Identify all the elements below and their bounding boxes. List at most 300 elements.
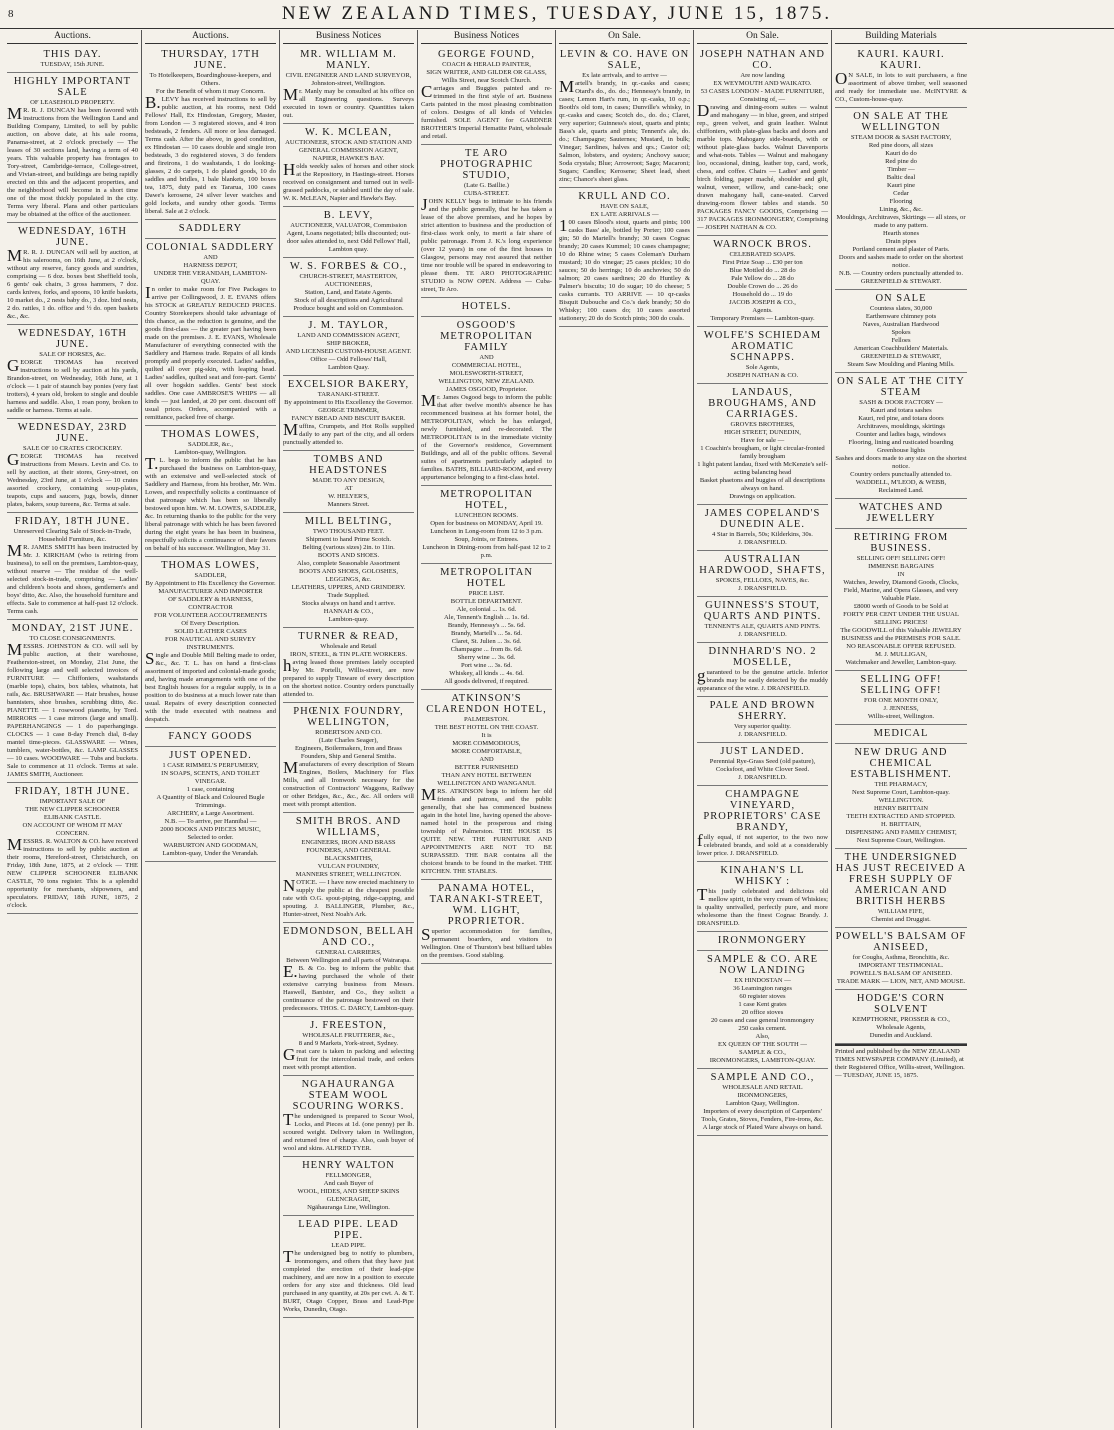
ad-title: EXCELSIOR BAKERY, xyxy=(287,379,410,390)
ad-line: Drain pipes xyxy=(885,238,917,245)
advertisement xyxy=(835,990,967,1044)
column-1 xyxy=(4,30,142,1428)
ad-line: WADDELL, M'LEOD, & WEBB, xyxy=(855,479,947,486)
advertisement xyxy=(697,46,828,236)
advertisement xyxy=(7,46,138,73)
ad-line: Station, Land, and Estate Agents. xyxy=(304,289,393,296)
advertisement xyxy=(697,505,828,551)
ad-line: LEAD PIPE. xyxy=(331,1242,366,1249)
advertisement xyxy=(145,239,276,426)
ad-line: Drawings on application. xyxy=(729,493,796,500)
ad-title: SMITH BROS. AND WILLIAMS, xyxy=(295,816,402,838)
ad-line: Household do ... 19 do xyxy=(732,291,793,298)
ad-line: Brandy, Martell's ... 5s. 6d. xyxy=(450,630,523,637)
ad-line: THE PHARMACY, xyxy=(874,781,928,788)
ad-line: All goods delivered, if required. xyxy=(444,678,529,685)
advertisement xyxy=(145,426,276,557)
ad-body: Drawing and dining-room suites — walnut and mahogany — in blue, green, and striped rep., green velvet, and grain leather. Walnut chiffoniers, with plate-glass backs and doors and marble tops. Mahogany side-boards, with or without plate-glass backs. Walnut Davenports and what-nots. Tables — Walnut and mahogany loo, occasional, dining, leather top, card, work, chess, and coffee. Chairs — Ladies' and gents' birch folding, paper maché, shoulder and gilt, walnut, veneer, willow, and cane-back; one drawn mahogany hall, cane-seated. Carved drawing-room flower tables and stands. 50 PACKAGES FANCY GOODS, Comprising — 317 PACKAGES IRONMONGERY, Comprising — JOSEPH NATHAN & CO. xyxy=(697,101,828,231)
ad-line: Brandy, Hennessy's ... 5s. 6d. xyxy=(447,622,526,629)
newspaper-title: NEW ZEALAND TIMES, TUESDAY, JUNE 15, 1875. xyxy=(281,3,833,24)
ad-line: M. J. MULLIGAN, xyxy=(875,651,927,658)
ad-title: OSGOOD'S METROPOLITAN FAMILY xyxy=(440,320,533,353)
ad-line: THE BEST HOTEL ON THE COAST. xyxy=(434,724,539,731)
ad-line: Basket phaetons and buggies of all descriptions always on hand. xyxy=(699,477,826,492)
advertisement xyxy=(7,73,138,223)
advertisement xyxy=(283,813,414,923)
advertisement xyxy=(421,690,552,880)
ad-title: NGAHAURANGA STEAM WOOL SCOURING WORKS. xyxy=(292,1079,405,1112)
ad-line: for Coughs, Asthma, Bronchitis, &c. xyxy=(852,954,950,961)
ad-line: By Appointment to His Excellency the Governor. xyxy=(145,580,276,587)
ad-line: By appointment to His Excellency the Governor. xyxy=(284,399,413,406)
ad-line: IRON, STEEL, & TIN PLATE WORKERS. xyxy=(290,651,407,658)
ad-line: DISPENSING AND FAMILY CHEMIST, xyxy=(845,829,957,836)
ad-line: Naves, Australian Hardwood xyxy=(862,321,940,328)
ad-line: TEETH EXTRACTED AND STOPPED. xyxy=(846,813,956,820)
ad-line: HANNAH & CO., xyxy=(323,608,374,615)
advertisement xyxy=(835,499,967,529)
ad-line: 8 and 9 Markets, York-street, Sydney. xyxy=(298,1040,399,1047)
ad-line: A large stock of Plated Ware always on hand. xyxy=(702,1124,823,1131)
ad-line: Sole Agents, xyxy=(745,364,780,371)
ad-line: Office — Odd Fellows' Hall, xyxy=(310,356,387,363)
ad-line: HIGH STREET, DUNEDIN, xyxy=(724,429,801,436)
ad-line: 1 case, containing xyxy=(186,786,235,793)
ad-line: Also, xyxy=(755,1033,770,1040)
ad-title: W. K. MCLEAN, xyxy=(305,127,392,138)
ad-title: PALE AND BROWN SHERRY. xyxy=(709,700,816,722)
ad-line: BOOTS AND SHOES, GOLOSHES, LEGGINGS, &c. xyxy=(298,568,399,583)
ad-line: TWO THOUSAND FEET. xyxy=(312,528,385,535)
ad-line: FORTY PER CENT UNDER THE USUAL SELLING PRICES! xyxy=(843,611,959,626)
ad-line: BOTTLE DEPARTMENT. xyxy=(450,598,523,605)
ad-line: Very superior quality. xyxy=(734,723,791,730)
ad-title: ON SALE AT THE CITY STEAM xyxy=(837,376,965,398)
ad-line: ELIBANK CASTLE. xyxy=(43,814,102,821)
ad-line: Consisting of, — xyxy=(739,96,786,103)
ad-line: Greenhouse lights xyxy=(877,447,925,454)
ad-title: LANDAUS, BROUGHAMS, AND CARRIAGES. xyxy=(708,387,817,420)
ad-title: LEAD PIPE. LEAD PIPE. xyxy=(298,1219,399,1241)
ad-title: CHAMPAGNE VINEYARD, PROPRIETORS' CASE BRANDY, xyxy=(703,789,822,833)
ad-body: GEORGE THOMAS has received instructions from Messrs. Levin and Co. to sell by auction, at their stores, Grey-street, on Wednesday, 23rd June, at 1 o'clock — 10 crates assorted crockery, containing soup-plates, teapots, cups and saucers, jugs, bowls, dinner plates, bakers, soup tureens, &c. Terms at sale. xyxy=(7,450,138,508)
ad-line: N.B. — Country orders punctually attended to. xyxy=(839,270,963,277)
advertisement xyxy=(145,557,276,728)
advertisement xyxy=(835,928,967,990)
advertisement xyxy=(697,743,828,786)
ad-title: MR. WILLIAM M. MANLY. xyxy=(300,49,397,71)
ad-line: SHIP BROKER, xyxy=(326,340,371,347)
ad-title: THE UNDERSIGNED HAS JUST RECEIVED A FRESH SUPPLY OF AMERICAN AND BRITISH HERBS xyxy=(835,852,967,907)
ad-line: SPOKES, FELLOES, NAVES, &c. xyxy=(715,577,810,584)
advertisement xyxy=(835,373,967,499)
ad-title: DINNHARD'S NO. 2 MOSELLE, xyxy=(708,646,817,668)
ad-line: BOOTS AND SHOES. xyxy=(317,552,380,559)
ad-line: TENNENT'S ALE, QUARTS AND PINTS. xyxy=(704,623,821,630)
ad-line: SAMPLE & CO., xyxy=(739,1049,786,1056)
ad-line: JACOB JOSEPH & CO., xyxy=(729,299,796,306)
ad-line: It is xyxy=(481,732,492,739)
ad-line: HAVE ON SALE, xyxy=(600,203,649,210)
advertisement xyxy=(697,236,828,327)
ad-body: Martell's brandy, in qr.-casks and cases; Otard's do., do. do.; Hennessy's brandy, in cases; Lemon Hart's rum, in qr.-casks, 10 o.p.; Booth's old tom, in cases; Dunville's whisky, in qr.-casks and cases; Scotch do., do. do.; Claret, very superior; Guinness's stout, quarts and pints; Bass's ale, quarts and pints; Tennent's ale, do. do.; Champagne; Sauternes; Mustard, in bulk; Vinegar; Sardines, halves and qrs.; Castor oil; Salmon, lobsters, and oysters; Anchovy sauce; Soda crystals; Blue; Arrowroot; Sago; Macaroni; Sugars; Candles; Kerosene; Sheet lead, sheet zinc; Chance's sheet glass. xyxy=(559,77,690,183)
ad-title: WARNOCK BROS. xyxy=(713,239,812,250)
section-heading: On Sale. xyxy=(559,30,690,44)
advertisement xyxy=(421,564,552,690)
ad-line: AND xyxy=(479,354,494,361)
ad-line: Watchmaker and Jeweller, Lambton-quay. xyxy=(845,659,957,666)
ad-line: IN xyxy=(897,571,905,578)
ad-line: LUNCHEON ROOMS. xyxy=(454,512,518,519)
ad-line: Next Supreme Court, Lambton-quay. xyxy=(852,789,950,796)
ad-line: Kauri pine xyxy=(886,182,915,189)
ad-title: PHŒNIX FOUNDRY, WELLINGTON, xyxy=(293,706,404,728)
ad-line: Countess slates, 30,000 xyxy=(870,305,932,312)
ad-title: SADDLERY xyxy=(178,223,243,234)
ad-title: ON SALE xyxy=(875,293,927,304)
ad-line: Agents. xyxy=(752,307,773,314)
ad-line: WOOL, HIDES, AND SHEEP SKINS xyxy=(297,1188,400,1195)
ad-line: Stocks always on hand and t arrive. xyxy=(301,600,396,607)
ad-line: WELLINGTON, NEW ZEALAND. xyxy=(438,378,535,385)
ad-title: HOTELS. xyxy=(461,301,512,312)
ad-line: NO REASONABLE OFFER REFUSED. xyxy=(846,643,956,650)
advertisement xyxy=(421,486,552,564)
ad-line: CELEBRATED SOAPS. xyxy=(729,251,796,258)
advertisement xyxy=(7,325,138,419)
advertisement xyxy=(283,317,414,376)
ad-line: Red pine doors, all sizes xyxy=(868,142,934,149)
ad-line: AT xyxy=(344,485,353,492)
ad-line: WHOLESALE AND RETAIL xyxy=(722,1084,803,1091)
ad-line: Timber — xyxy=(887,166,915,173)
ad-title: HIGHLY IMPORTANT SALE xyxy=(13,76,132,98)
ad-body: Manufacturers of every description of Steam Engines, Boilers, Machinery for Flax Mills, and all Ironwork necessary for the construction of Contractors' Waggons, Railway or other Bridges, &c., &c., &c. All orders will meet with prompt attention. xyxy=(283,758,414,808)
ad-line: For the Benefit of whom it may Concern. xyxy=(155,88,266,95)
ad-line: Lining, &c., &c. xyxy=(879,206,923,213)
ad-line: Ex late arrivals, and to arrive — xyxy=(582,72,667,79)
ad-title: LEVIN & CO. HAVE ON SALE, xyxy=(559,49,690,71)
ad-title: WATCHES AND JEWELLERY xyxy=(858,502,944,524)
advertisement xyxy=(835,849,967,928)
ad-line: OF LEASEHOLD PROPERTY. xyxy=(30,99,115,106)
column-7 xyxy=(832,30,970,1428)
ad-body: Great care is taken in packing and selecting fruit for the intercolonial trade, and orders meet with prompt attention. xyxy=(283,1045,414,1071)
advertisement xyxy=(835,290,967,373)
ad-line: CHURCH-STREET, MASTERTON, xyxy=(299,273,398,280)
ad-title: PANAMA HOTEL, TARANAKI-STREET, WM. LIGHT, PROPRIETOR. xyxy=(429,883,544,927)
ad-line: HARNESS DEPOT, xyxy=(183,262,238,269)
ad-body: E.B. & Co. beg to inform the public that having purchased the whole of their extensive carrying business from Messrs. Haswell, Banister, and Co., they solicit a continuance of the patronage bestowed on their predecessors. THOS. C. DARCY, Lambton-quay. xyxy=(283,962,414,1012)
ad-line: MORE COMFORTABLE, xyxy=(451,748,522,755)
ad-line: FANCY BREAD AND BISCUIT BAKER. xyxy=(291,415,406,422)
ad-line: Dunedin and Auckland. xyxy=(869,1032,933,1039)
ad-line: Wholesale Agents, xyxy=(876,1024,926,1031)
column-4 xyxy=(418,30,556,1428)
ad-line: ARCHERY, a Large Assortment. xyxy=(167,810,254,817)
ad-line: FELLMONGER, xyxy=(325,1172,372,1179)
ad-body: B.LEVY has received instructions to sell by public auction, at his rooms, next Odd Fellows' Hall, Ex Hindostan, Gregory, Master, from London — 3 registered stoves, and 4 iron bedsteads, 2 fenders. All more or less damaged. Terms cash. After the above, in good condition, ex Hindostan — 10 cases double and single iron bedsteads, 3 do registered stoves, 3 do fenders and fireirons, 1 do washstands, 1 do looking-glasses, 2 do carpets, 1 do plated goods, 10 do saddles and bridles, 1 bale blankets, 100 boxes tea, 1875, duty paid ex Tararua, 100 cases Dawe's kerosene, 24 silver lever watches and gold lockets, and sundry other goods. Terms liberal. Sale at 2 o'clock. xyxy=(145,93,276,215)
advertisement xyxy=(697,643,828,697)
advertisement xyxy=(697,932,828,951)
ad-line: Architraves, mouldings, skirtings xyxy=(857,423,945,430)
advertisement xyxy=(697,1069,828,1136)
advertisement xyxy=(835,108,967,290)
ad-title: POWELL'S BALSAM OF ANISEED, xyxy=(835,931,967,953)
advertisement xyxy=(283,1017,414,1076)
ad-line: (Late Charles Seager), xyxy=(318,737,379,744)
page-number: 8 xyxy=(8,8,14,20)
ad-title: GUINNESS'S STOUT, QUARTS AND PINTS. xyxy=(703,600,822,622)
advertisement xyxy=(835,671,967,725)
ad-title: RETIRING FROM BUSINESS. xyxy=(853,532,949,554)
ad-line: MANUFACTURER AND IMPORTER xyxy=(158,588,263,595)
advertisement xyxy=(421,880,552,964)
ad-line: EX HINDOSTAN — xyxy=(734,977,791,984)
advertisement xyxy=(283,376,414,451)
advertisement xyxy=(421,317,552,486)
ad-line: LEATHERS, UPPERS, AND GRINDERY. xyxy=(291,584,406,591)
ad-body: fully equal, if not superior, to the two now celebrated brands, and sold at a considerably lower price. J. DRANSFIELD. xyxy=(697,831,828,857)
ad-title: FRIDAY, 18TH JUNE. xyxy=(14,786,131,797)
ad-line: Hearth stones xyxy=(882,230,920,237)
ad-body: Single and Double Mill Belting made to order, &c., &c. T. L. has on hand a first-class assortment of imported and colonial-made goods; and, having made arrangements with one of the best English houses for a regular supply, is in a position to do business at a much lower rate than usual. Repairs of every description connected with the trade executed with neatness and despatch. xyxy=(145,649,276,723)
ad-line: Steam Saw Moulding and Planing Mills. xyxy=(847,361,955,368)
ad-body: Mr. Manly may be consulted at his office on all Engineering questions. Surveys executed in town or country. Quantities taken out. xyxy=(283,85,414,119)
ad-line: Flooring xyxy=(889,198,913,205)
ad-line: NAPIER, HAWKE'S BAY. xyxy=(312,155,385,162)
ad-body: Mr. James Osgood begs to inform the public that after twelve month's absence he has recommenced business at his former hotel, the METROPOLITAN, which he has enlarged, newly furnished, and re-decorated. The METROPOLITAN is in the immediate vicinity of the Governor's residence, Government Buildings, and all of the public offices. Several suites of apartments particularly adapted to families. BATHS, BILLIARD-ROOM, and every appurtenance belonging to a first-class hotel. xyxy=(421,391,552,481)
ad-line: FOR NAUTICAL AND SURVEY xyxy=(165,636,256,643)
ad-line: 20 cases and case general ironmongery xyxy=(710,1017,815,1024)
ad-title: MEDICAL xyxy=(873,728,929,739)
ad-title: HODGE'S CORN SOLVENT xyxy=(856,993,946,1015)
ad-line: 1 case Kent grates xyxy=(738,1001,787,1008)
ad-title: ON SALE AT THE WELLINGTON xyxy=(853,111,949,133)
ad-line: 20 office stoves xyxy=(741,1009,784,1016)
ad-line: SADDLER, xyxy=(194,572,227,579)
ad-body: guaranteed to be the genuine article. Inferior brands may be easily detected by the muddy appearance of the wine. J. DRANSFIELD. xyxy=(697,666,828,692)
advertisement xyxy=(7,223,138,325)
ad-line: American Coachbuilders' Materials. xyxy=(853,345,949,352)
ad-line: IMMENSE BARGAINS xyxy=(868,563,934,570)
ad-body: This justly celebrated and delicious old mellow spirit, in the very cream of Whiskies; is quality unrivalled, perfectly pure, and more wholesome than the finest Cognac Brandy. J. DRANSFIELD. xyxy=(697,885,828,927)
ad-title: JUST OPENED. xyxy=(169,750,252,761)
ad-line: Luncheon in Long-room from 12 to 3 p.m. xyxy=(430,528,543,535)
ad-line: Felloes xyxy=(891,337,911,344)
ad-body: NOTICE. — I have now erected machinery to supply the public at the cheapest possible rate with O.G. spout-piping, ridge-capping, and spouting. J. BALLINGER, Plumber, &c., Hunter-street, Next Noah's Ark. xyxy=(283,876,414,918)
ad-line: Wholesale and Retail xyxy=(320,643,377,650)
ad-line: Willis-street, Wellington. xyxy=(867,713,935,720)
ad-line: COMMERCIAL HOTEL, xyxy=(451,362,522,369)
ad-line: SALE OF 10 CRATES CROCKERY. xyxy=(23,445,122,452)
ad-body: T.L. begs to inform the public that he has purchased the business on Lambton-quay, with an extensive and well-selected stock of Saddlery and Harness, from his brother, Mr. Wm. Lowes, and respectfully solicits a continuance of that patronage which has been so liberally bestowed upon him. W. M. LOWES, SADDLER, &c. In returning thanks to the public for the very liberal patronage with which he has been favored during the eight years he has been in business, respectfully solicits a continuance of their favors on behalf of his successor. Wellington, May 31. xyxy=(145,454,276,552)
ad-line: Chemist and Druggist. xyxy=(871,916,931,923)
ad-line: TUESDAY, 15th JUNE. xyxy=(40,61,105,68)
advertisement xyxy=(835,529,967,671)
ad-line: UNDER THE VERANDAH, LAMBTON-QUAY. xyxy=(153,270,268,285)
ad-line: PRICE LIST. xyxy=(468,590,505,597)
ad-line: Whiskey, all kinds ... 4s. 6d. xyxy=(449,670,524,677)
section-heading: Business Notices xyxy=(283,30,414,44)
ad-line: Are now landing xyxy=(740,72,785,79)
ad-line: Lambton-quay, Under the Verandah. xyxy=(162,850,259,857)
ad-title: METROPOLITAN HOTEL xyxy=(440,567,533,589)
advertisement xyxy=(283,628,414,703)
advertisement xyxy=(7,620,138,783)
ad-line: J. DRANSFIELD. xyxy=(738,631,787,638)
ad-line: PALMERSTON. xyxy=(464,716,509,723)
ad-line: Lambton Quay, Wellington. xyxy=(725,1100,800,1107)
ad-line: N.B. — To arrive, per Hannibal — xyxy=(164,818,257,825)
ad-line: Selected to order. xyxy=(187,834,234,841)
ad-line: 1 Coachin's brougham, or light circular-fronted family brougham xyxy=(700,445,825,460)
ad-line: SADDLER, &c., xyxy=(187,441,234,448)
ad-line: GROVES BROTHERS, xyxy=(730,421,795,428)
ad-title: MILL BELTING, xyxy=(304,516,393,527)
ad-line: MOLESWORTH-STREET, xyxy=(449,370,524,377)
ad-body: Holds weekly sales of horses and other stock at the Repository, in Hastings-street. Horses received on consignment and turned out in well-grassed paddocks, or stabled until the day of sale. W. K. McLEAN, Napier and Hawke's Bay. xyxy=(283,160,414,202)
advertisement xyxy=(697,384,828,505)
ad-line: Mouldings, Architraves, Skirtings — all sizes, or made to any pattern. xyxy=(836,214,966,229)
section-heading: Business Notices xyxy=(421,30,552,44)
ad-line: J. DRANSFIELD. xyxy=(738,585,787,592)
advertisement xyxy=(145,728,276,747)
ad-line: KEMPTHORNE, PROSSER & CO., xyxy=(852,1016,950,1023)
ad-line: Perennial Rye-Grass Seed (old pasture), Cocksfoot, and White Clover Seed. xyxy=(709,758,816,773)
ad-title: WEDNESDAY, 16TH JUNE. xyxy=(18,226,127,248)
advertisement xyxy=(7,419,138,513)
ad-line: J. JENNESS, xyxy=(883,705,919,712)
ad-line: Shipment to hand Prime Scotch. xyxy=(305,536,392,543)
ad-line: Lambton-quay, Wellington. xyxy=(174,449,247,456)
ad-line: J. DRANSFIELD. xyxy=(738,731,787,738)
ad-title: THOMAS LOWES, xyxy=(161,560,260,571)
ad-title: MONDAY, 21ST JUNE. xyxy=(11,623,134,634)
ad-line: JOSEPH NATHAN & CO. xyxy=(726,372,799,379)
ad-title: GEORGE FOUND, xyxy=(438,49,535,60)
ad-line: CONTRACTOR xyxy=(188,604,233,611)
advertisement xyxy=(835,46,967,108)
advertisement xyxy=(145,46,276,220)
ad-line: WARBURTON AND GOODMAN, xyxy=(163,842,258,849)
ad-line: SALE OF HORSES, &c. xyxy=(39,351,106,358)
ad-line: Champagne ... from 8s. 6d. xyxy=(450,646,523,653)
ad-line: Ngāhauranga Line, Wellington. xyxy=(307,1204,390,1211)
ad-line: Lambton Quay. xyxy=(328,364,369,371)
ad-title: THIS DAY. xyxy=(43,49,102,60)
column-2 xyxy=(142,30,280,1428)
ad-title: COLONIAL SADDLERY xyxy=(146,242,275,253)
ad-title: TOMBS AND HEADSTONES xyxy=(309,454,388,476)
ad-line: 53 CASES LONDON - MADE FURNITURE, xyxy=(700,88,825,95)
ad-line: TRADE MARK — LION, NET, AND MOUSE. xyxy=(836,978,966,985)
ad-line: EX LATE ARRIVALS — xyxy=(590,211,659,218)
ad-line: Flooring, lining and rusticated boarding xyxy=(848,439,954,446)
ad-line: IRONMONGERS, xyxy=(737,1092,788,1099)
ad-line: GEORGE TRIMMER, xyxy=(318,407,379,414)
section-heading: Auctions. xyxy=(145,30,276,44)
advertisement xyxy=(421,298,552,317)
imprint: Printed and published by the NEW ZEALAND TIMES NEWSPAPER COMPANY (Limited), at their Registered Office, Willis-street, Wellington. — TUESDAY, JUNE 15, 1875. xyxy=(835,1044,967,1080)
ad-line: Red pine do xyxy=(885,158,917,165)
advertisement xyxy=(283,1076,414,1157)
advertisement xyxy=(697,597,828,643)
ad-title: NEW DRUG AND CHEMICAL ESTABLISHMENT. xyxy=(850,747,952,780)
advertisement xyxy=(283,703,414,813)
ad-title: WOLFE'S SCHIEDAM AROMATIC SCHNAPPS. xyxy=(703,330,822,363)
ad-title: AUSTRALIAN HARDWOOD, SHAFTS, xyxy=(699,554,826,576)
ad-line: Unreserved Clearing Sale of Stock-in-Trade, Household Furniture, &c. xyxy=(13,528,132,543)
ad-line: First Prize Soap ... £30 per ton xyxy=(722,259,803,266)
ad-title: THOMAS LOWES, xyxy=(161,429,260,440)
ad-title: ATKINSON'S CLARENDON HOTEL, xyxy=(426,693,547,715)
ad-line: Claret, St. Julien ... 3s. 6d. xyxy=(451,638,522,645)
section-heading: On Sale. xyxy=(697,30,828,44)
ad-line: Stock of all descriptions and Agricultural Produce bought and sold on Commission. xyxy=(293,297,404,312)
masthead xyxy=(0,0,1114,29)
ad-line: HENRY BRITTAIN xyxy=(874,805,928,812)
ad-line: Kauri do do xyxy=(885,150,917,157)
ad-line: The GOODWILL of this Valuable JEWELRY BUSINESS and the PREMISES FOR SALE. xyxy=(840,627,962,642)
ad-line: Reclaimed Land. xyxy=(878,487,924,494)
ad-title: JUST LANDED. xyxy=(720,746,805,757)
ad-line: WHOLESALE FRUITERER, &c., xyxy=(302,1032,395,1039)
ad-line: Port wine ... 3s. 6d. xyxy=(460,662,513,669)
ad-title: THURSDAY, 17TH JUNE. xyxy=(161,49,260,71)
advertisement xyxy=(559,188,690,327)
ad-body: MESSRS. JOHNSTON & CO. will sell by public auction, at their warehouse, Featherston-street, on Monday, 21st June, the following large and well selected invoices of FURNITURE — Chiffoniers, washstands (marble tops), chairs, box tables, whatnots, hat rails, &c. BRUSHWARE — Hair brushes, house bannisters, shoe brushes, scrubbing ditto, &c. PIANETTE — 1 rosewood pianette, by Tord. MIRRORS — 1 case mirrors (large and small). PAPERHANGINGS — 1 do paperhangings. CLOCKS — 1 case 8-day French dial, 8-day mantel time-pieces. GLASSWARE — Wines, tumblers, water-bottles, &c. LAMP GLASSES — 10 cases. WOODWARE — Tubs and buckets. Sale to commence at 11 o'clock. Terms at sale. JAMES SMITH, Auctioneer. xyxy=(7,640,138,778)
ad-body: MR. R. J. DUNCAN has been favored with instructions from the Wellington Land and Building Company, Limited, to sell by public auction, on above date, at his sale rooms, Panama-street, at 2 o'clock precisely — The leases of 30 sections land, having a term of 40 years. This valuable property has frontages to Tory-street, Cambridge-terrace, College-street, and Vivian-street, and buildings are being rapidly erected on this and the adjacent properties, and the neighborhood will become in a short time one of the most thickly populated in the city. Terms very liberal. Plans and other particulars may be obtained at the office of the auctioneer. xyxy=(7,104,138,218)
advertisement xyxy=(697,551,828,597)
ad-line: Also, complete Seasonable Assortment xyxy=(297,560,400,567)
ad-line: Open for business on MONDAY, April 19. xyxy=(430,520,543,527)
ad-body: MRS. ATKINSON begs to inform her old friends and patrons, and the public generally, that she has commenced business again in the hotel line, having opened the above-named hotel in the prosperous and rising township of Palmerston. THE HOUSE IS QUITE NEW. THE FURNITURE AND APPOINTMENTS ARE NOT TO BE SURPASSED. THE BAR contains all the choicest brands to be found in the market. THE KITCHEN. THE STABLES. xyxy=(421,785,552,875)
ad-title: J. FREESTON, xyxy=(310,1020,387,1031)
ad-title: METROPOLITAN HOTEL, xyxy=(440,489,533,511)
ad-line: Pale Yellow do ... 28 do xyxy=(731,275,794,282)
ad-line: Blue Mottled do ... 28 do xyxy=(729,267,796,274)
ad-title: SELLING OFF! SELLING OFF! xyxy=(860,674,942,696)
ad-title: KINAHAN'S LL WHISKY : xyxy=(720,865,805,887)
ad-line: Luncheon in Dining-room from half-past 12 to 2 p.m. xyxy=(422,544,551,559)
ad-line: Doors and sashes made to order on the shortest notice. xyxy=(838,254,964,269)
advertisement xyxy=(283,46,414,124)
ad-line: AUCTIONEER, VALUATOR, Commission Agent, Loans negotiated; bills discounted; out-door sales attended to, next Odd Fellows' Hall, Lambton quay. xyxy=(286,222,411,253)
ad-line: 4 Star in Barrels, 50s; Kilderkins, 30s. xyxy=(712,531,813,538)
ad-body: Muffins, Crumpets, and Hot Rolls supplied daily to any part of the city, and all orders punctually attended to. xyxy=(283,420,414,446)
ad-line: GREENFIELD & STEWART. xyxy=(860,278,942,285)
ad-line: Baltic deal xyxy=(886,174,916,181)
ad-line: IMPORTANT SALE OF xyxy=(39,798,106,805)
ad-body: MR. JAMES SMITH has been instructed by Mr. J. KIRKHAM (who is retiring from business), to sell on the premises, Lambton-quay, without reserve — The residue of the well-selected stock-in-trade, comprising — Ladies' and children's boots and shoes, gentlemen's and boys' ditto, &c. Also, the household furniture and effects. Sale to commence at half-past 12 o'clock. Terms cash. xyxy=(7,541,138,615)
ad-line: To Hotelkeepers, Boardinghouse-keepers, and Others. xyxy=(149,72,272,87)
ad-title: KAURI. KAURI. KAURI. xyxy=(857,49,945,71)
advertisement xyxy=(835,725,967,744)
ad-body: MESSRS. R. WALTON & CO. have received instructions to sell by public auction at their rooms, Hereford-street, Christchurch, on Friday, 18th June, 1875, at 2 o'clock — THE NEW CLIPPER SCHOONER ELIBANK CASTLE, 70 tons register. This is a splendid opportunity for merchants, shipowners, and speculators. FRIDAY, 18th JUNE, 1875, 2 o'clock. xyxy=(7,835,138,909)
advertisement xyxy=(697,951,828,1069)
ad-body: GEORGE THOMAS has received instructions to sell by auction at his yards, Brandon-street, on Wednesday, 16th June, at 1 o'clock — 1 pair of staunch bay ponies (very fast trotters), 4 years old, broken to single and double harness and saddle. Also, 1 roan pony, broken to saddle or harness. Terms at sale. xyxy=(7,356,138,414)
ad-line: Manners Street. xyxy=(327,501,370,508)
ad-title: EDMONDSON, BELLAH AND CO., xyxy=(283,926,414,948)
ad-line: Belting (various sizes) 2in. to 11in. xyxy=(302,544,395,551)
ad-line: Kauri and totara sashes xyxy=(870,407,932,414)
ad-line: AND LICENSED CUSTOM-HOUSE AGENT. xyxy=(285,348,412,355)
ad-title: JAMES COPELAND'S DUNEDIN ALE. xyxy=(704,508,821,530)
ad-title: B. LEVY, xyxy=(323,210,374,221)
ad-line: Temporary Premises — Lambton-quay. xyxy=(710,315,815,322)
advertisement xyxy=(283,1157,414,1216)
